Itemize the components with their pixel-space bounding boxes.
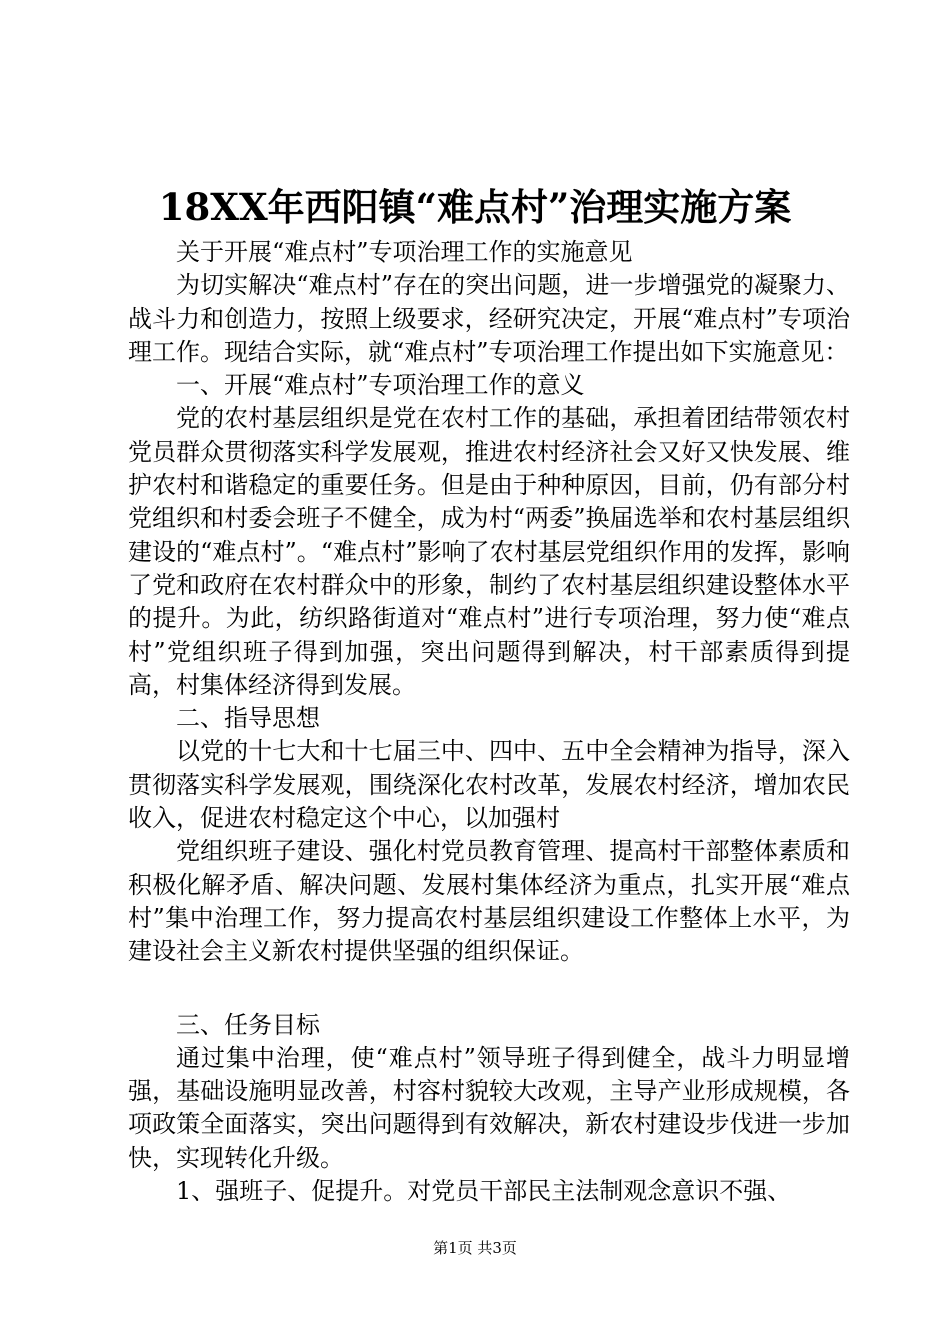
paragraph-subtitle: 关于开展“难点村”专项治理工作的实施意见: [176, 238, 633, 266]
section-heading-guiding-ideology: 二、指导思想: [176, 704, 320, 733]
paragraph-guiding-ideology-cont: 党组织班子建设、强化村党员教育管理、提高村干部整体素质和积极化解矛盾、解决问题、发展村集体经济为重点，扎实开展“难点村”集中治理工作，努力提高农村基层组织建设工作整体上水平，为建设社会主义新农村提供坚强的组织保证。: [128, 837, 850, 966]
document-title: 18XX年西阳镇“难点村”治理实施方案: [158, 185, 792, 229]
paragraph-significance: 党的农村基层组织是党在农村工作的基础，承担着团结带领农村党员群众贯彻落实科学发展观，推进农村经济社会又好又快发展、维护农村和谐稳定的重要任务。但是由于种种原因，目前，仍有部分村党组织和村委会班子不健全，成为村“两委”换届选举和农村基层组织建设的“难点村”。“难点村”影响了农村基层党组织作用的发挥，影响了党和政府在农村群众中的形象，制约了农村基层组织建设整体水平的提升。为此，纺织路街道对“难点村”进行专项治理，努力使“难点村”党组织班子得到加强，突出问题得到解决，村干部素质得到提高，村集体经济得到发展。: [128, 404, 850, 699]
page-footer: 第1页 共3页: [433, 1239, 517, 1257]
paragraph-guiding-ideology: 以党的十七大和十七届三中、四中、五中全会精神为指导，深入贯彻落实科学发展观，围绕深化农村改革，发展农村经济，增加农民收入，促进农村稳定这个中心，以加强村: [128, 737, 850, 833]
section-heading-significance: 一、开展“难点村”专项治理工作的意义: [176, 371, 585, 400]
paragraph-task-goals: 通过集中治理，使“难点村”领导班子得到健全，战斗力明显增强，基础设施明显改善，村容村貌较大改观，主导产业形成规模，各项政策全面落实，突出问题得到有效解决，新农村建设步伐进一步加快，实现转化升级。: [128, 1043, 850, 1172]
section-heading-task-goals: 三、任务目标: [176, 1010, 320, 1039]
paragraph-item-1: 1、强班子、促提升。对党员干部民主法制观念意识不强、: [176, 1177, 792, 1206]
document-body: [128, 236, 850, 1208]
paragraph-intro: 为切实解决“难点村”存在的突出问题，进一步增强党的凝聚力、战斗力和创造力，按照上级要求，经研究决定，开展“难点村”专项治理工作。现结合实际，就“难点村”专项治理工作提出如下实施意见：: [128, 271, 850, 366]
